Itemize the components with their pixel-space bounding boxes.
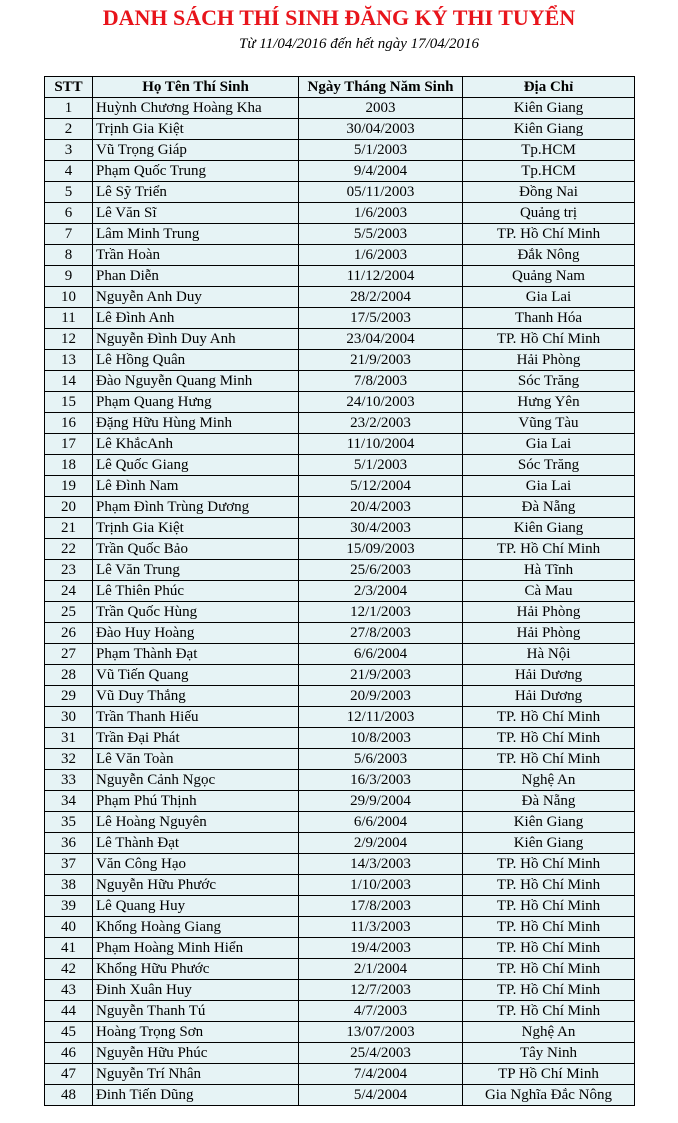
cell-stt: 18	[45, 455, 93, 476]
cell-full-name: Nguyễn Thanh Tú	[93, 1001, 299, 1022]
cell-date-of-birth: 17/5/2003	[299, 308, 463, 329]
cell-address: TP. Hồ Chí Minh	[463, 707, 635, 728]
cell-address: Đắk Nông	[463, 245, 635, 266]
table-row	[45, 728, 635, 749]
cell-address: Kiên Giang	[463, 812, 635, 833]
cell-date-of-birth: 28/2/2004	[299, 287, 463, 308]
header-date-of-birth: Ngày Tháng Năm Sinh	[299, 77, 463, 98]
cell-date-of-birth: 21/9/2003	[299, 350, 463, 371]
table-row	[45, 539, 635, 560]
table-row	[45, 560, 635, 581]
cell-full-name: Trần Đại Phát	[93, 728, 299, 749]
table-row	[45, 770, 635, 791]
table-row	[45, 350, 635, 371]
cell-full-name: Trần Thanh Hiếu	[93, 707, 299, 728]
cell-stt: 11	[45, 308, 93, 329]
cell-address: Sóc Trăng	[463, 371, 635, 392]
cell-full-name: Phạm Quang Hưng	[93, 392, 299, 413]
cell-stt: 38	[45, 875, 93, 896]
cell-stt: 23	[45, 560, 93, 581]
cell-stt: 27	[45, 644, 93, 665]
cell-date-of-birth: 23/04/2004	[299, 329, 463, 350]
cell-date-of-birth: 5/5/2003	[299, 224, 463, 245]
table-row	[45, 1022, 635, 1043]
cell-stt: 29	[45, 686, 93, 707]
cell-date-of-birth: 19/4/2003	[299, 938, 463, 959]
cell-date-of-birth: 11/12/2004	[299, 266, 463, 287]
cell-address: Kiên Giang	[463, 518, 635, 539]
cell-address: TP. Hồ Chí Minh	[463, 854, 635, 875]
cell-address: Vũng Tàu	[463, 413, 635, 434]
cell-full-name: Nguyễn Hữu Phước	[93, 875, 299, 896]
cell-date-of-birth: 29/9/2004	[299, 791, 463, 812]
cell-date-of-birth: 6/6/2004	[299, 812, 463, 833]
cell-date-of-birth: 12/1/2003	[299, 602, 463, 623]
cell-date-of-birth: 5/6/2003	[299, 749, 463, 770]
cell-address: Gia Lai	[463, 476, 635, 497]
cell-date-of-birth: 5/1/2003	[299, 140, 463, 161]
cell-full-name: Lê Văn Sĩ	[93, 203, 299, 224]
cell-address: Đồng Nai	[463, 182, 635, 203]
table-row	[45, 119, 635, 140]
candidate-table	[44, 76, 635, 1106]
table-row	[45, 959, 635, 980]
cell-full-name: Văn Công Hạo	[93, 854, 299, 875]
cell-stt: 37	[45, 854, 93, 875]
cell-full-name: Lê Đình Nam	[93, 476, 299, 497]
table-row	[45, 917, 635, 938]
table-row	[45, 329, 635, 350]
cell-address: Sóc Trăng	[463, 455, 635, 476]
cell-date-of-birth: 30/04/2003	[299, 119, 463, 140]
cell-stt: 33	[45, 770, 93, 791]
table-row	[45, 812, 635, 833]
table-row	[45, 98, 635, 119]
cell-address: Quảng trị	[463, 203, 635, 224]
cell-full-name: Huỳnh Chương Hoàng Kha	[93, 98, 299, 119]
date-range-subtitle: Từ 11/04/2016 đến hết ngày 17/04/2016	[239, 36, 479, 52]
cell-full-name: Vũ Duy Thắng	[93, 686, 299, 707]
cell-address: TP. Hồ Chí Minh	[463, 224, 635, 245]
cell-date-of-birth: 1/6/2003	[299, 245, 463, 266]
cell-date-of-birth: 20/4/2003	[299, 497, 463, 518]
cell-date-of-birth: 14/3/2003	[299, 854, 463, 875]
cell-stt: 31	[45, 728, 93, 749]
cell-stt: 9	[45, 266, 93, 287]
cell-full-name: Lê Quang Huy	[93, 896, 299, 917]
cell-stt: 10	[45, 287, 93, 308]
cell-full-name: Hoàng Trọng Sơn	[93, 1022, 299, 1043]
cell-date-of-birth: 21/9/2003	[299, 665, 463, 686]
cell-stt: 48	[45, 1085, 93, 1106]
cell-full-name: Lê Thiên Phúc	[93, 581, 299, 602]
cell-date-of-birth: 4/7/2003	[299, 1001, 463, 1022]
cell-address: TP. Hồ Chí Minh	[463, 917, 635, 938]
table-row	[45, 182, 635, 203]
cell-full-name: Lê Văn Trung	[93, 560, 299, 581]
cell-stt: 36	[45, 833, 93, 854]
cell-address: Kiên Giang	[463, 119, 635, 140]
cell-full-name: Phạm Đình Trùng Dương	[93, 497, 299, 518]
table-row	[45, 644, 635, 665]
cell-full-name: Nguyễn Đình Duy Anh	[93, 329, 299, 350]
cell-stt: 14	[45, 371, 93, 392]
header-address: Địa Chỉ	[463, 77, 635, 98]
table-row	[45, 707, 635, 728]
cell-address: Tp.HCM	[463, 161, 635, 182]
table-row	[45, 686, 635, 707]
cell-date-of-birth: 11/3/2003	[299, 917, 463, 938]
cell-stt: 22	[45, 539, 93, 560]
cell-date-of-birth: 30/4/2003	[299, 518, 463, 539]
table-row	[45, 224, 635, 245]
cell-date-of-birth: 2/9/2004	[299, 833, 463, 854]
cell-stt: 5	[45, 182, 93, 203]
table-row	[45, 749, 635, 770]
cell-full-name: Trịnh Gia Kiệt	[93, 119, 299, 140]
cell-address: TP. Hồ Chí Minh	[463, 980, 635, 1001]
cell-stt: 13	[45, 350, 93, 371]
cell-date-of-birth: 6/6/2004	[299, 644, 463, 665]
cell-date-of-birth: 5/12/2004	[299, 476, 463, 497]
cell-date-of-birth: 5/4/2004	[299, 1085, 463, 1106]
cell-address: Hải Dương	[463, 686, 635, 707]
cell-full-name: Nguyễn Anh Duy	[93, 287, 299, 308]
cell-date-of-birth: 05/11/2003	[299, 182, 463, 203]
cell-stt: 2	[45, 119, 93, 140]
cell-full-name: Vũ Trọng Giáp	[93, 140, 299, 161]
cell-stt: 30	[45, 707, 93, 728]
table-row	[45, 476, 635, 497]
cell-stt: 20	[45, 497, 93, 518]
cell-stt: 39	[45, 896, 93, 917]
cell-stt: 43	[45, 980, 93, 1001]
cell-stt: 34	[45, 791, 93, 812]
cell-full-name: Lê KhắcAnh	[93, 434, 299, 455]
cell-full-name: Phạm Quốc Trung	[93, 161, 299, 182]
cell-date-of-birth: 24/10/2003	[299, 392, 463, 413]
cell-stt: 42	[45, 959, 93, 980]
cell-address: Hà Tĩnh	[463, 560, 635, 581]
cell-stt: 41	[45, 938, 93, 959]
cell-stt: 35	[45, 812, 93, 833]
cell-address: TP. Hồ Chí Minh	[463, 1001, 635, 1022]
header-stt: STT	[45, 77, 93, 98]
cell-full-name: Lê Thành Đạt	[93, 833, 299, 854]
table-body	[45, 98, 635, 1106]
cell-stt: 45	[45, 1022, 93, 1043]
cell-address: Nghệ An	[463, 770, 635, 791]
cell-full-name: Đào Nguyễn Quang Minh	[93, 371, 299, 392]
cell-stt: 6	[45, 203, 93, 224]
cell-stt: 40	[45, 917, 93, 938]
cell-stt: 8	[45, 245, 93, 266]
cell-address: Tp.HCM	[463, 140, 635, 161]
cell-address: Hải Dương	[463, 665, 635, 686]
table-row	[45, 392, 635, 413]
table-row	[45, 1043, 635, 1064]
cell-address: TP. Hồ Chí Minh	[463, 728, 635, 749]
cell-stt: 44	[45, 1001, 93, 1022]
cell-date-of-birth: 2/3/2004	[299, 581, 463, 602]
cell-stt: 16	[45, 413, 93, 434]
cell-address: Hải Phòng	[463, 350, 635, 371]
table-row	[45, 833, 635, 854]
cell-address: Kiên Giang	[463, 833, 635, 854]
table-row	[45, 1085, 635, 1106]
cell-date-of-birth: 27/8/2003	[299, 623, 463, 644]
cell-date-of-birth: 9/4/2004	[299, 161, 463, 182]
cell-date-of-birth: 12/11/2003	[299, 707, 463, 728]
cell-full-name: Lê Quốc Giang	[93, 455, 299, 476]
cell-address: TP Hồ Chí Minh	[463, 1064, 635, 1085]
cell-stt: 3	[45, 140, 93, 161]
cell-full-name: Nguyễn Hữu Phúc	[93, 1043, 299, 1064]
cell-stt: 17	[45, 434, 93, 455]
cell-full-name: Phạm Hoàng Minh Hiển	[93, 938, 299, 959]
cell-stt: 46	[45, 1043, 93, 1064]
page-title: DANH SÁCH THÍ SINH ĐĂNG KÝ THI TUYỂN	[102, 5, 576, 30]
cell-stt: 15	[45, 392, 93, 413]
cell-stt: 26	[45, 623, 93, 644]
cell-full-name: Lâm Minh Trung	[93, 224, 299, 245]
cell-address: TP. Hồ Chí Minh	[463, 959, 635, 980]
table-row	[45, 161, 635, 182]
table-row	[45, 1064, 635, 1085]
cell-address: Gia Lai	[463, 287, 635, 308]
table-row	[45, 203, 635, 224]
cell-full-name: Lê Đình Anh	[93, 308, 299, 329]
cell-full-name: Trần Quốc Bảo	[93, 539, 299, 560]
cell-stt: 32	[45, 749, 93, 770]
table-row	[45, 938, 635, 959]
cell-date-of-birth: 25/4/2003	[299, 1043, 463, 1064]
cell-full-name: Đặng Hữu Hùng Minh	[93, 413, 299, 434]
cell-stt: 7	[45, 224, 93, 245]
table-row	[45, 371, 635, 392]
cell-stt: 12	[45, 329, 93, 350]
cell-date-of-birth: 1/6/2003	[299, 203, 463, 224]
cell-address: Hải Phòng	[463, 623, 635, 644]
table-row	[45, 581, 635, 602]
cell-full-name: Phạm Thành Đạt	[93, 644, 299, 665]
cell-date-of-birth: 2003	[299, 98, 463, 119]
cell-address: Hải Phòng	[463, 602, 635, 623]
cell-date-of-birth: 20/9/2003	[299, 686, 463, 707]
cell-stt: 25	[45, 602, 93, 623]
cell-full-name: Phạm Phú Thịnh	[93, 791, 299, 812]
table-row	[45, 434, 635, 455]
table-row	[45, 518, 635, 539]
table-row	[45, 896, 635, 917]
cell-address: TP. Hồ Chí Minh	[463, 329, 635, 350]
cell-full-name: Lê Sỹ Triển	[93, 182, 299, 203]
cell-address: TP. Hồ Chí Minh	[463, 896, 635, 917]
cell-date-of-birth: 16/3/2003	[299, 770, 463, 791]
cell-address: TP. Hồ Chí Minh	[463, 938, 635, 959]
cell-date-of-birth: 5/1/2003	[299, 455, 463, 476]
cell-address: Hà Nội	[463, 644, 635, 665]
cell-full-name: Nguyễn Cảnh Ngọc	[93, 770, 299, 791]
cell-address: TP. Hồ Chí Minh	[463, 539, 635, 560]
cell-date-of-birth: 12/7/2003	[299, 980, 463, 1001]
cell-stt: 21	[45, 518, 93, 539]
table-row	[45, 245, 635, 266]
cell-date-of-birth: 7/4/2004	[299, 1064, 463, 1085]
cell-address: Nghệ An	[463, 1022, 635, 1043]
cell-date-of-birth: 17/8/2003	[299, 896, 463, 917]
cell-date-of-birth: 1/10/2003	[299, 875, 463, 896]
cell-full-name: Đinh Tiến Dũng	[93, 1085, 299, 1106]
table-row	[45, 266, 635, 287]
cell-date-of-birth: 10/8/2003	[299, 728, 463, 749]
table-row	[45, 665, 635, 686]
table-row	[45, 308, 635, 329]
cell-address: Đà Nẵng	[463, 791, 635, 812]
cell-date-of-birth: 7/8/2003	[299, 371, 463, 392]
cell-date-of-birth: 2/1/2004	[299, 959, 463, 980]
table-header-row	[45, 77, 635, 98]
cell-address: Quảng Nam	[463, 266, 635, 287]
cell-full-name: Đinh Xuân Huy	[93, 980, 299, 1001]
cell-address: Cà Mau	[463, 581, 635, 602]
table-row	[45, 413, 635, 434]
cell-date-of-birth: 11/10/2004	[299, 434, 463, 455]
cell-full-name: Nguyễn Trí Nhân	[93, 1064, 299, 1085]
cell-full-name: Lê Văn Toàn	[93, 749, 299, 770]
cell-address: Thanh Hóa	[463, 308, 635, 329]
table-row	[45, 455, 635, 476]
cell-full-name: Khổng Hữu Phước	[93, 959, 299, 980]
cell-full-name: Trần Quốc Hùng	[93, 602, 299, 623]
table-row	[45, 875, 635, 896]
cell-full-name: Đào Huy Hoàng	[93, 623, 299, 644]
cell-stt: 28	[45, 665, 93, 686]
cell-stt: 19	[45, 476, 93, 497]
cell-full-name: Trịnh Gia Kiệt	[93, 518, 299, 539]
cell-full-name: Lê Hoàng Nguyên	[93, 812, 299, 833]
cell-full-name: Trần Hoàn	[93, 245, 299, 266]
table-row	[45, 980, 635, 1001]
cell-date-of-birth: 15/09/2003	[299, 539, 463, 560]
table-row	[45, 1001, 635, 1022]
table-row	[45, 287, 635, 308]
cell-full-name: Phan Diễn	[93, 266, 299, 287]
cell-stt: 4	[45, 161, 93, 182]
table-row	[45, 623, 635, 644]
cell-date-of-birth: 13/07/2003	[299, 1022, 463, 1043]
table-row	[45, 497, 635, 518]
cell-address: Đà Nẵng	[463, 497, 635, 518]
cell-address: Gia Nghĩa Đắc Nông	[463, 1085, 635, 1106]
header-full-name: Họ Tên Thí Sinh	[93, 77, 299, 98]
cell-stt: 47	[45, 1064, 93, 1085]
cell-full-name: Khổng Hoàng Giang	[93, 917, 299, 938]
cell-address: Hưng Yên	[463, 392, 635, 413]
cell-date-of-birth: 23/2/2003	[299, 413, 463, 434]
cell-address: TP. Hồ Chí Minh	[463, 749, 635, 770]
table-row	[45, 791, 635, 812]
cell-address: Tây Ninh	[463, 1043, 635, 1064]
cell-address: Gia Lai	[463, 434, 635, 455]
cell-date-of-birth: 25/6/2003	[299, 560, 463, 581]
table-row	[45, 854, 635, 875]
cell-stt: 24	[45, 581, 93, 602]
cell-address: Kiên Giang	[463, 98, 635, 119]
cell-stt: 1	[45, 98, 93, 119]
table-row	[45, 602, 635, 623]
table-row	[45, 140, 635, 161]
cell-address: TP. Hồ Chí Minh	[463, 875, 635, 896]
cell-full-name: Lê Hồng Quân	[93, 350, 299, 371]
cell-full-name: Vũ Tiến Quang	[93, 665, 299, 686]
